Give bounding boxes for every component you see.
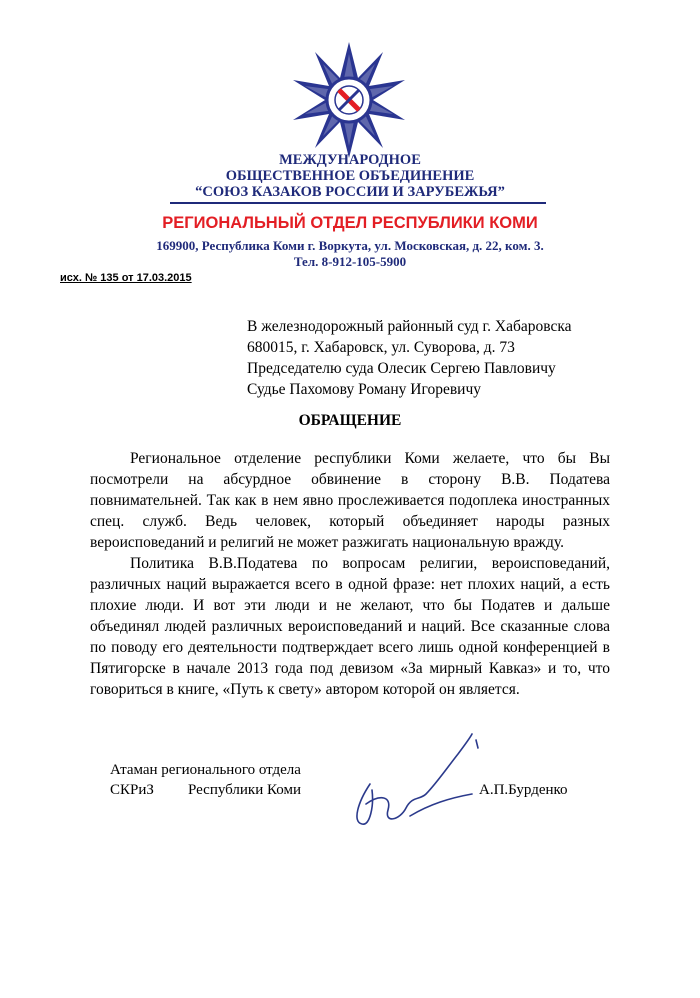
org-name-line-3: “СОЮЗ КАЗАКОВ РОССИИ И ЗАРУБЕЖЬЯ” [195, 184, 505, 200]
recipient-line: Председателю суда Олесик Сергею Павловичу [247, 360, 556, 377]
document-title: ОБРАЩЕНИЕ [298, 412, 402, 429]
recipient-block [247, 316, 572, 400]
outgoing-number: исх. № 135 от 17.03.2015 [60, 272, 192, 284]
header-divider [170, 202, 546, 204]
handwritten-signature-icon [340, 724, 490, 834]
body-paragraph: Политика В.В.Податева по вопросам религии, вероисповеданий, различных наций выражается всего в одной фразе: нет плохих наций, а есть плохие люди. И вот эти люди и не желают, что бы Податев и дальше объединял людей различных вероисповеданий и наций. Все сказанные слова по поводу его деятельности подтверждает всего лишь одной конференцией в Пятигорске в начале 2013 года под девизом «За мирный Кавказ» и то, что говориться в книге, «Путь к свету» автором которой он является. [90, 555, 610, 698]
signatory-region: Республики Коми [188, 782, 301, 798]
org-name-line-1: МЕЖДУНАРОДНОЕ [279, 152, 421, 168]
department-address: 169900, Республика Коми г. Воркута, ул. Московская, д. 22, ком. 3. [156, 238, 544, 253]
recipient-line: 680015, г. Хабаровск, ул. Суворова, д. 73 [247, 339, 515, 356]
signatory-org: СКРиЗ [110, 782, 154, 798]
org-name-line-2: ОБЩЕСТВЕННОЕ ОБЪЕДИНЕНИЕ [225, 168, 475, 184]
department-title: РЕГИОНАЛЬНЫЙ ОТДЕЛ РЕСПУБЛИКИ КОМИ [162, 214, 538, 232]
department-phone: Тел. 8-912-105-5900 [293, 254, 407, 269]
body-paragraph: Региональное отделение республики Коми желаете, что бы Вы посмотрели на абсурдное обвинение в сторону В.В. Податева повнимательней. Так как в нем явно прослеживается подоплека иностранных спец. служб. Ведь человек, который объединяет народы разных вероисповеданий и религий не может разжигать национальную вражду. [90, 450, 610, 551]
signatory-position: Атаман регионального отдела [110, 762, 301, 778]
cossack-star-emblem-icon [286, 40, 412, 160]
signatory-name: А.П.Бурденко [479, 782, 568, 798]
recipient-line: В железнодорожный районный суд г. Хабаровска [247, 318, 572, 335]
recipient-line: Судье Пахомову Роману Игоревичу [247, 381, 481, 398]
document-body [90, 448, 610, 700]
